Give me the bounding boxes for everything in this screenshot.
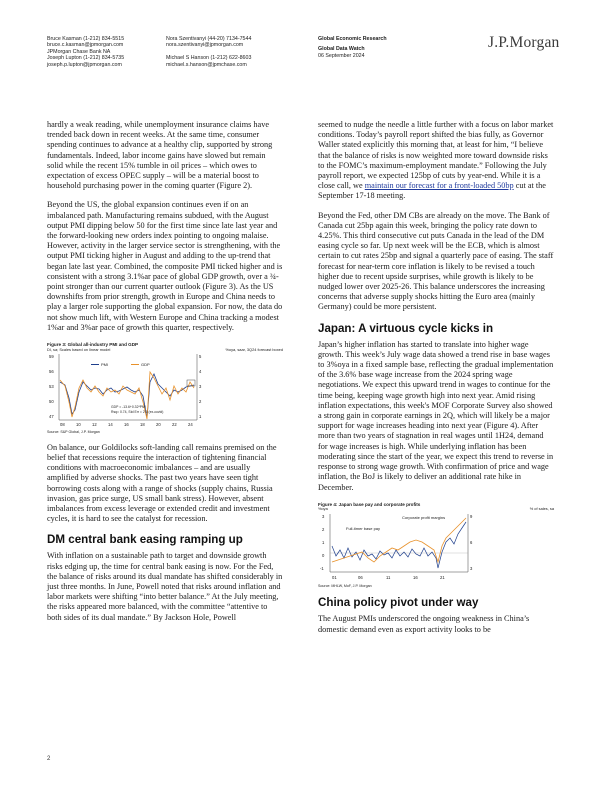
analyst-block-1 <box>47 36 124 68</box>
report-name: Global Data Watch <box>318 46 365 53</box>
section-heading: China policy pivot under way <box>318 596 479 610</box>
figure-3 <box>47 342 283 435</box>
legend-pmi: PMI <box>101 362 109 368</box>
regression-equation: GDP = -13.6+0.32*PMI <box>111 405 146 410</box>
paragraph-text: seemed to nudge the needle a little further with a focus on labor market conditions. Today’s payroll report shifted the bias fully, as Governor Waller stated explicitly this morning that, at least for him, “I believe that the balance of risks is now weighted more toward downside risks to the FOMC’s maximum-employment mandate.” Following the July payroll report, we expected 125bp of cuts by year-end. While it is a close call, we <box>318 120 554 191</box>
y-tick-right: 2 <box>199 399 202 405</box>
y-tick: 53 <box>49 384 54 390</box>
y-tick: 50 <box>49 399 54 405</box>
x-tick: 24 <box>188 422 193 428</box>
x-tick: 01 <box>332 575 337 580</box>
figure-title: Figure 3: Global all-industry PMI and GDP <box>47 342 139 348</box>
y-tick: 2 <box>322 527 325 532</box>
y-tick: -1 <box>320 566 324 571</box>
y-tick-right: 1 <box>199 414 202 420</box>
x-tick: 20 <box>156 422 161 428</box>
paragraph-text: cut at the September 17-18 meeting. <box>318 181 546 201</box>
figure-4 <box>318 502 554 589</box>
x-tick: 16 <box>124 422 129 428</box>
analyst-hanson: Michael S Hanson (1-212) 622-8603 <box>166 55 252 62</box>
y-tick-right: 4 <box>199 369 202 375</box>
analyst-block-2 <box>166 36 251 68</box>
right-axis-caption: %oya, saar, 3Q24 forecast boxed <box>225 346 283 352</box>
paragraph: With inflation on a sustainable path to target and downside growth risks edging up, the time for central bank easing is now. For the Fed, the balance of risks around its dual mandate has shifted considerably in just three months. In June, Powell noted that risks around inflation and labor markets were shifting “into better balance.” At the July meeting, the risks appeared more balanced, with the committee “attentive to both sides of its dual mandate.” By Jackson Hole, Powell <box>47 551 283 622</box>
jpmorgan-logo: J.P.Morgan <box>488 34 560 51</box>
analyst-hanson-email[interactable]: michael.s.hanson@jpmchase.com <box>166 61 247 68</box>
x-tick: 10 <box>76 422 81 428</box>
paragraph: The August PMIs underscored the ongoing weakness in China’s domestic demand even as export activity looks to be <box>318 614 530 634</box>
legend-base-pay: Full-timer base pay <box>346 526 381 531</box>
x-tick: 12 <box>92 422 97 428</box>
figure-source: Source: MHLW, MoF, J.P. Morgan <box>318 584 372 588</box>
paragraph: Japan’s higher inflation has started to translate into higher wage growth. This week’s July wage data showed a trend rise in base wages to 3%oya in a fixed sample base, reflecting the gradual implementation of the 3.6% base wage increase from the 2024 spring wage negotiations. We expect this upward trend in wages to continue for the time being, keeping wage growth high into next year. Amid rising inflation expectations, this week's MOF Corporate Survey also showed a strong gain in corporate earnings in 2Q, which will likely be a major support for wage increases heading into next year (Figure 4). After more than two years of stagnation in real wages until 1H24, demand for wage increases is high. While underlying inflation has been moderating since the start of the year, we expect this trend to reverse in response to strong wage growth. With confirmation of price and wage inflation, the BoJ is likely to deliver an additional rate hike in December. <box>318 339 554 492</box>
paragraph: Beyond the Fed, other DM CBs are already on the move. The Bank of Canada cut 25bp again this week, bringing the policy rate down to 4.25%. This third consecutive cut puts Canada in the lead of the DM easing cycle so far. Up next week will be the ECB, which is almost certain to cut rates 25bp and signal a quarterly pace of easing. The staff forecast for near-term core inflation is likely to be revised a touch higher due to recent upside surprises, while growth is likely to be nudged lower over 2025-26. This balance underscores the increasing concerns that adverse supply shocks hitting the Euro area (mainly Germany) could be more persistent. <box>318 210 554 312</box>
figure-3-chart <box>47 352 207 430</box>
forecast-link[interactable]: maintain our forecast for a front-loaded 50bp <box>364 181 514 191</box>
left-column <box>47 120 283 623</box>
y-tick: 3 <box>322 514 325 519</box>
x-tick: 21 <box>440 575 445 580</box>
section-heading: Japan: A virtuous cycle kicks in <box>318 321 494 335</box>
analyst-kasman: Bruce Kasman (1-212) 834-5515 <box>47 36 125 42</box>
left-axis-caption: %oya <box>318 506 328 512</box>
x-tick: 16 <box>413 575 418 580</box>
series-profit-margin-line <box>332 518 466 562</box>
paragraph: hardly a weak reading, while unemployment insurance claims have trended back down in recent weeks. At the same time, consumer spending continues to advance at a healthy clip, supported by strong fundamentals. Indeed, labor income gains have slowed but remain solid while the recent 15% tumble in oil prices – which owes to expectation of excess OPEC supply – will be a material boost to household purchasing power in the coming quarter (Figure 2). <box>47 120 273 191</box>
analyst-kasman-entity: JPMorgan Chase Bank NA <box>47 48 111 55</box>
y-tick-right: 9 <box>470 514 473 519</box>
report-group: Global Economic Research <box>318 36 387 42</box>
x-tick: 22 <box>172 422 177 428</box>
y-tick-right: 6 <box>470 540 473 545</box>
y-tick: 59 <box>49 354 54 360</box>
x-tick: 08 <box>60 422 65 428</box>
y-tick: 1 <box>322 540 325 545</box>
y-tick-right: 3 <box>470 566 473 571</box>
x-tick: 14 <box>108 422 113 428</box>
report-date: 06 September 2024 <box>318 52 365 59</box>
report-info <box>318 36 387 59</box>
legend-gdp: GDP <box>141 362 150 368</box>
paragraph: Beyond the US, the global expansion continues even if on an imbalanced path. Manufacturing remains subdued, with the August output PMI dipping below 50 for the first time since late last year and the forward-looking new orders index pointing to ongoing malaise. However, activity in the larger service sector is strengthening, with the output PMI ticking higher in August and adding to the up-trend that began late last year. Combined, the composite PMI ticked higher and is consistent with a strong 3.1%ar pace of global GDP growth, over a ¾-point stronger than our current quarter outlook (Figure 3). As the US downshifts from prior strength, growth in Europe and China needs to play a larger role supporting the global expansion. For now, the data do not show much lift, with Western Europe and China tracking a modest 1%ar and 3%ar pace of growth this quarter, respectively. <box>47 200 283 332</box>
x-tick: 11 <box>386 575 391 580</box>
right-axis-caption: % of sales, sa <box>529 506 554 512</box>
page-number: 2 <box>47 756 51 762</box>
analyst-szentivanyi: Nora Szentivanyi (44-20) 7134-7544 <box>166 36 252 42</box>
legend-profit-margins: Corporate profit margins <box>402 515 446 520</box>
y-tick: 0 <box>322 553 325 558</box>
section-heading: DM central bank easing ramping up <box>47 533 243 547</box>
figure-4-chart <box>318 512 478 584</box>
analyst-kasman-email[interactable]: bruce.c.kasman@jpmorgan.com <box>47 42 124 49</box>
right-column <box>318 120 554 635</box>
y-tick-right: 5 <box>199 354 202 360</box>
x-tick: 06 <box>358 575 363 580</box>
analyst-lupton-email[interactable]: joseph.p.lupton@jpmorgan.com <box>47 61 122 68</box>
paragraph <box>318 120 554 202</box>
x-tick: 18 <box>140 422 145 428</box>
regression-stats: Rsq= 0.74, Std Err = 2.6 (ex-covid) <box>111 410 164 415</box>
figure-source: Source: S&P Global, J.P. Morgan <box>47 430 100 435</box>
y-tick-right: 3 <box>199 384 202 390</box>
analyst-szentivanyi-email[interactable]: nora.szentivanyi@jpmorgan.com <box>166 42 244 49</box>
left-axis-caption: DI, sa; Scales based on linear model <box>47 346 111 352</box>
y-tick: 56 <box>49 369 54 375</box>
figure-title: Figure 4: Japan base pay and corporate profits <box>318 501 421 507</box>
analyst-lupton: Joseph Lupton (1-212) 834-5735 <box>47 55 125 62</box>
paragraph: On balance, our Goldilocks soft-landing call remains premised on the belief that recessions require the interaction of tightening financial conditions with macroeconomic imbalances – and are usually amplified by adverse shocks. The past two years have seen tight borrowing costs along with a range of shocks (supply chains, Russia invasion, gas price surge, US small bank stress). However, absent imbalances from excess leverage or extended credit and investment cycles, it is hard to see the catalyst for recession. <box>47 442 277 524</box>
y-tick: 47 <box>49 414 54 420</box>
